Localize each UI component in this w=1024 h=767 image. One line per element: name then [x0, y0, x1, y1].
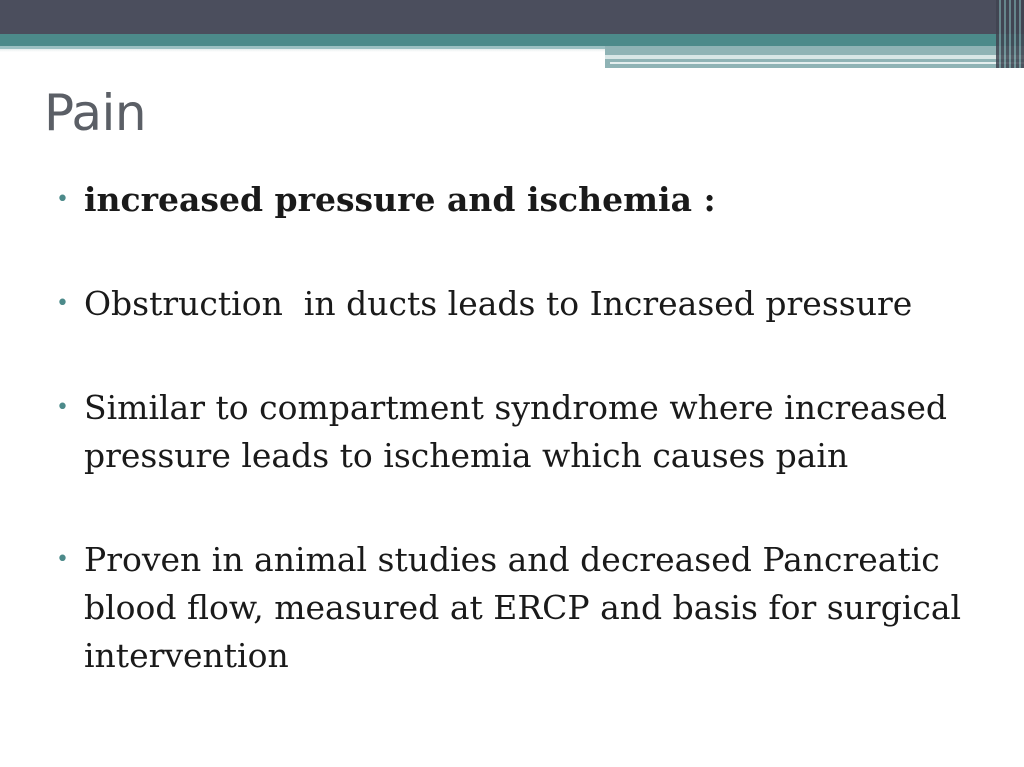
header-corner-stripes: [996, 0, 1024, 68]
header-shadow: [0, 49, 605, 52]
bullet-item: [54, 536, 984, 680]
bullet-item: [54, 384, 984, 480]
bullet-list: [54, 176, 984, 680]
bullet-dot-icon: •: [56, 395, 69, 420]
header-dark-bar: [0, 0, 1024, 34]
bullet-dot-icon: •: [56, 187, 69, 212]
header-right-thin-line: [610, 62, 1024, 64]
slide-title: Pain: [44, 84, 147, 142]
bullet-dot-icon: •: [56, 291, 69, 316]
bullet-text: Proven in animal studies and decreased Pancreatic blood flow, measured at ERCP and basis for surgical intervention: [84, 540, 962, 675]
header-right-line: [605, 55, 1024, 59]
bullet-item: [54, 280, 984, 328]
bullet-dot-icon: •: [56, 547, 69, 572]
bullet-item: [54, 176, 984, 224]
bullet-text: increased pressure and ischemia :: [84, 180, 716, 219]
bullet-text: Obstruction in ducts leads to Increased pressure: [84, 284, 913, 323]
bullet-text: Similar to compartment syndrome where increased pressure leads to ischemia which causes pain: [84, 388, 948, 475]
header-teal-bar: [0, 34, 1024, 46]
